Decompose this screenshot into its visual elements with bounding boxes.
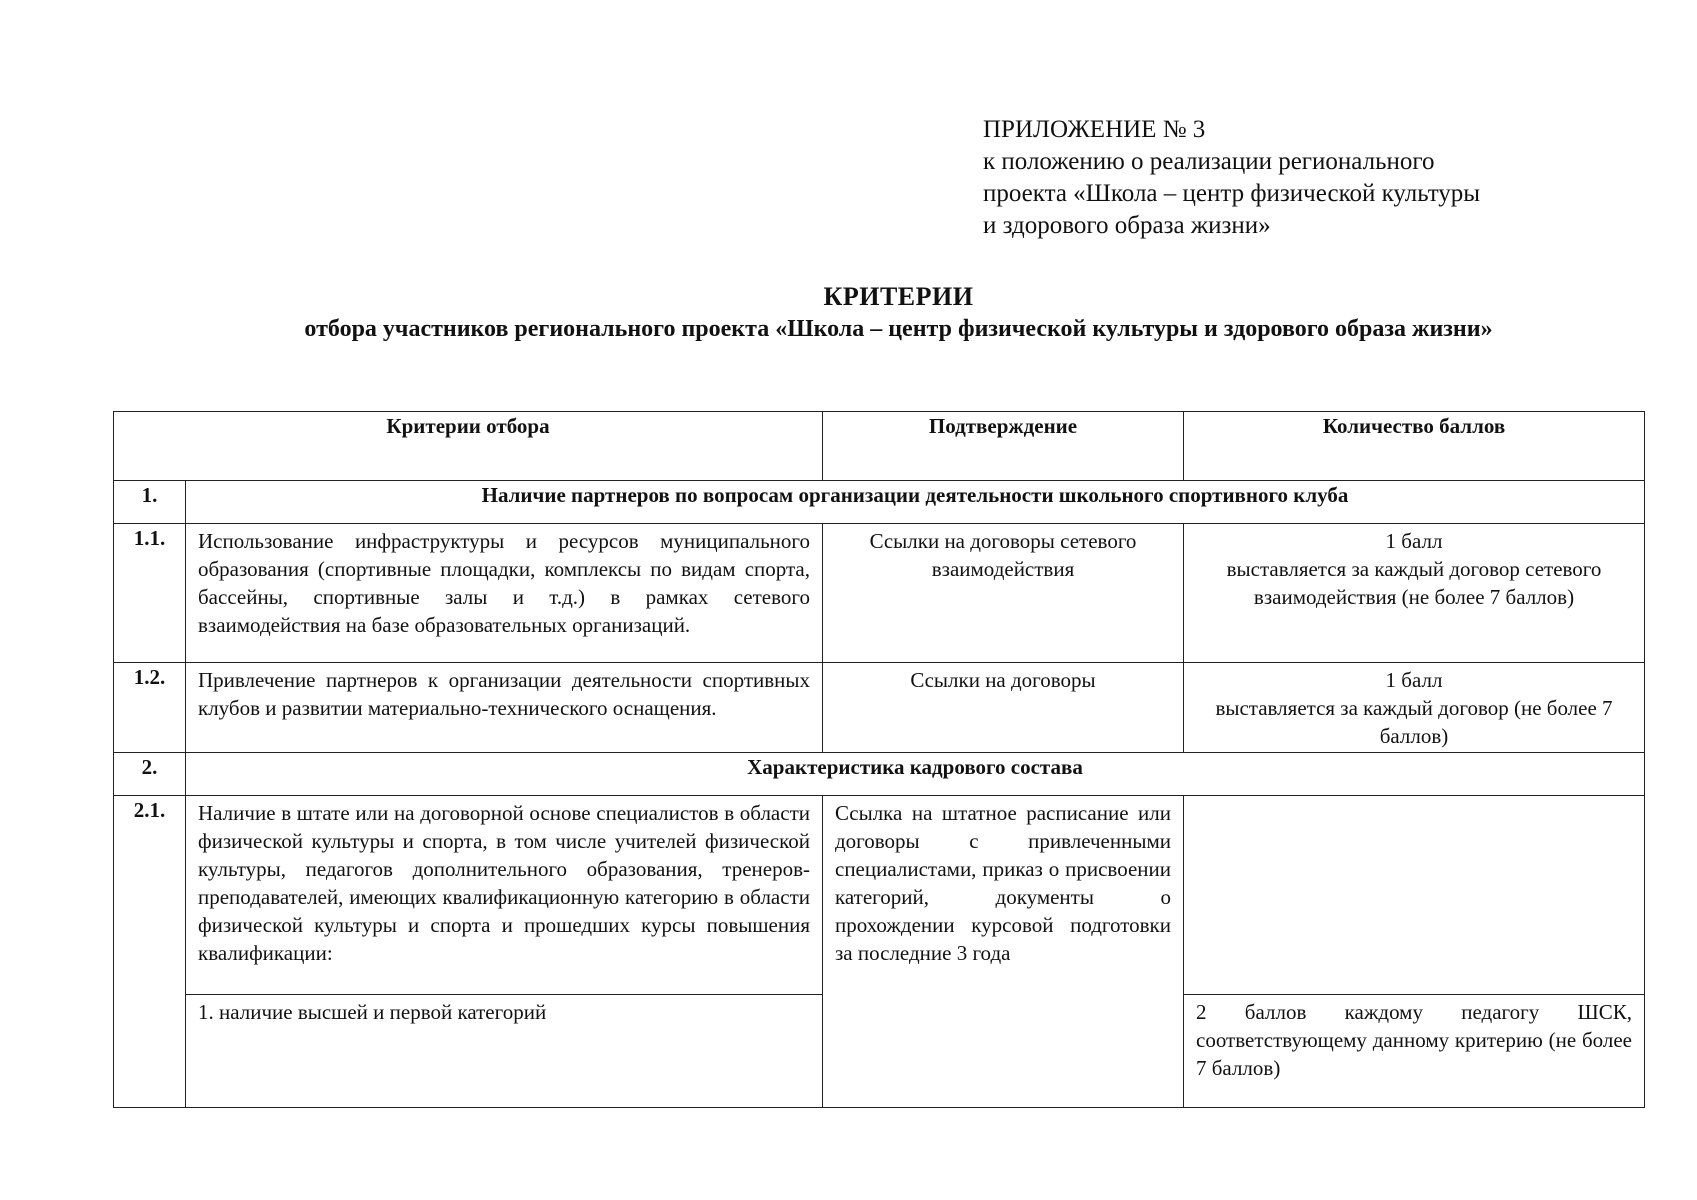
header-confirmation: Подтверждение — [823, 412, 1184, 481]
section-title: Наличие партнеров по вопросам организации деятельности школьного спортивного клуба — [186, 481, 1645, 524]
points-head: 1 балл — [1385, 529, 1443, 553]
criterion-text: Привлечение партнеров к организации деятельности спортивных клубов и развитии материально-технического оснащения. — [198, 668, 810, 720]
confirmation-text: Ссылки на договоры сетевого взаимодействия — [869, 529, 1137, 581]
criterion-cell — [186, 524, 823, 663]
appendix-line: проекта «Школа – центр физической культуры — [983, 180, 1481, 207]
confirmation-cell — [823, 663, 1184, 753]
table-row — [114, 796, 1645, 995]
section-number: 2. — [114, 753, 186, 796]
appendix-title: ПРИЛОЖЕНИЕ № 3 — [983, 116, 1206, 143]
appendix-block — [983, 114, 1623, 242]
document-subtitle: отбора участников регионального проекта «Школа – центр физической культуры и здорового образа жизни» — [304, 316, 1493, 342]
confirmation-cell — [823, 524, 1184, 663]
criteria-table — [113, 411, 1645, 1108]
header-criteria: Критерии отбора — [114, 412, 823, 481]
table-header-row — [114, 412, 1645, 481]
points-text: выставляется за каждый договор (не более 7 баллов) — [1215, 696, 1613, 748]
section-title: Характеристика кадрового состава — [186, 753, 1645, 796]
points-text: 2 баллов каждому педагогу ШСК, соответствующему данному критерию (не более 7 баллов) — [1196, 1000, 1632, 1080]
header-points: Количество баллов — [1184, 412, 1645, 481]
points-cell — [1184, 524, 1645, 663]
table-row — [114, 524, 1645, 663]
section-number: 1. — [114, 481, 186, 524]
row-number: 1.1. — [114, 524, 186, 663]
row-number: 2.1. — [114, 796, 186, 1108]
confirmation-text: Ссылки на договоры — [910, 668, 1096, 692]
row-number: 1.2. — [114, 663, 186, 753]
points-text: выставляется за каждый договор сетевого взаимодействия (не более 7 баллов) — [1226, 557, 1602, 609]
criterion-text: Использование инфраструктуры и ресурсов муниципального образования (спортивные площадки, комплексы по видам спорта, бассейны, спортивные залы и т.д.) в рамках сетевого взаимодействия на базе образовательных организаций. — [198, 529, 810, 637]
criterion-cell — [186, 796, 823, 995]
section-row — [114, 481, 1645, 524]
points-cell-empty — [1184, 796, 1645, 995]
confirmation-text: Ссылка на штатное расписание или договоры с привлеченными специалистами, приказ о присвоении категорий, документы о прохождении курсовой подготовки за последние 3 года — [835, 801, 1171, 965]
points-cell — [1184, 663, 1645, 753]
appendix-line: к положению о реализации регионального — [983, 148, 1435, 175]
criterion-cell — [186, 663, 823, 753]
confirmation-cell — [823, 796, 1184, 1108]
document-heading — [200, 280, 1597, 346]
sub-criterion-cell — [186, 995, 823, 1108]
criterion-text: Наличие в штате или на договорной основе специалистов в области физической культуры и спорта, в том числе учителей физической культуры, педагогов дополнительного образования, тренеров-преподавателей, имеющих квалификационную категорию в области физической культуры и спорта и прошедших курсы повышения квалификации: — [198, 801, 810, 965]
points-cell — [1184, 995, 1645, 1108]
table-row — [114, 663, 1645, 753]
points-head: 1 балл — [1385, 668, 1443, 692]
document-title: КРИТЕРИИ — [823, 282, 974, 311]
appendix-line: и здорового образа жизни» — [983, 212, 1271, 239]
section-row — [114, 753, 1645, 796]
sub-criterion-text: 1. наличие высшей и первой категорий — [198, 1000, 547, 1024]
